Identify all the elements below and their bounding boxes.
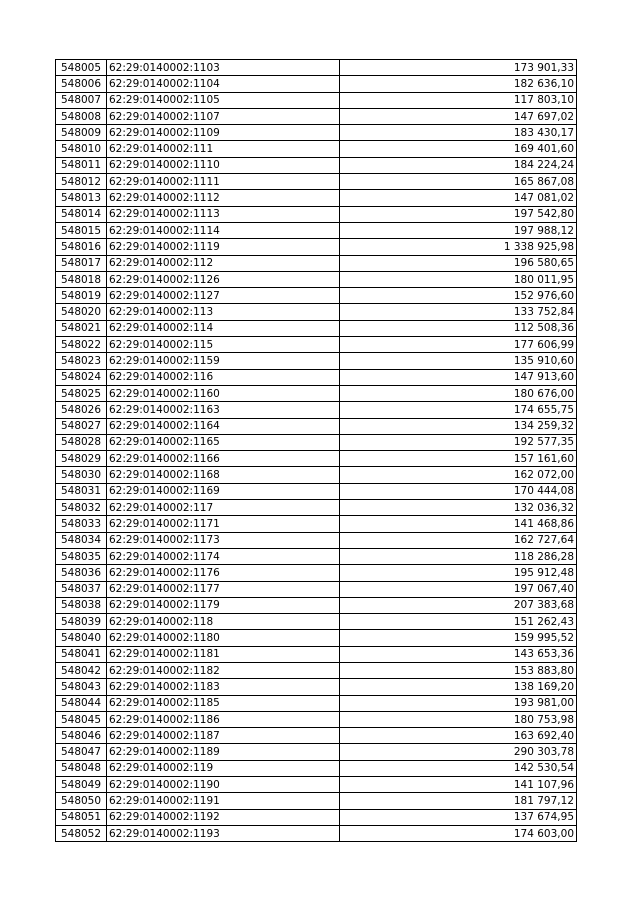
row-id-cell: 548037 <box>56 581 107 597</box>
value-cell: 147 697,02 <box>340 108 577 124</box>
cadastral-number-cell: 62:29:0140002:1166 <box>107 451 340 467</box>
table-row <box>56 646 577 662</box>
value-cell: 169 401,60 <box>340 141 577 157</box>
row-id-cell: 548021 <box>56 320 107 336</box>
table-row <box>56 369 577 385</box>
cadastral-value-table <box>55 59 577 842</box>
value-cell: 197 067,40 <box>340 581 577 597</box>
cadastral-number-cell: 62:29:0140002:1180 <box>107 630 340 646</box>
cadastral-number-cell: 62:29:0140002:117 <box>107 500 340 516</box>
value-cell: 138 169,20 <box>340 679 577 695</box>
cadastral-number-cell: 62:29:0140002:1112 <box>107 190 340 206</box>
row-id-cell: 548027 <box>56 418 107 434</box>
table-row <box>56 793 577 809</box>
table-row <box>56 581 577 597</box>
row-id-cell: 548026 <box>56 402 107 418</box>
value-cell: 133 752,84 <box>340 304 577 320</box>
cadastral-number-cell: 62:29:0140002:1187 <box>107 728 340 744</box>
table-row <box>56 548 577 564</box>
value-cell: 134 259,32 <box>340 418 577 434</box>
row-id-cell: 548024 <box>56 369 107 385</box>
cadastral-number-cell: 62:29:0140002:112 <box>107 255 340 271</box>
cadastral-number-cell: 62:29:0140002:1103 <box>107 60 340 76</box>
table-row <box>56 614 577 630</box>
table-row <box>56 467 577 483</box>
cadastral-number-cell: 62:29:0140002:1119 <box>107 239 340 255</box>
row-id-cell: 548041 <box>56 646 107 662</box>
value-cell: 143 653,36 <box>340 646 577 662</box>
value-cell: 174 603,00 <box>340 825 577 841</box>
value-cell: 141 468,86 <box>340 516 577 532</box>
value-cell: 157 161,60 <box>340 451 577 467</box>
cadastral-number-cell: 62:29:0140002:1183 <box>107 679 340 695</box>
table-row <box>56 206 577 222</box>
table-row <box>56 402 577 418</box>
value-cell: 170 444,08 <box>340 483 577 499</box>
row-id-cell: 548038 <box>56 597 107 613</box>
cadastral-number-cell: 62:29:0140002:1113 <box>107 206 340 222</box>
row-id-cell: 548006 <box>56 76 107 92</box>
cadastral-number-cell: 62:29:0140002:1169 <box>107 483 340 499</box>
value-cell: 182 636,10 <box>340 76 577 92</box>
row-id-cell: 548050 <box>56 793 107 809</box>
cadastral-number-cell: 62:29:0140002:1165 <box>107 434 340 450</box>
table-row <box>56 825 577 841</box>
value-cell: 180 011,95 <box>340 271 577 287</box>
table-row <box>56 516 577 532</box>
table-row <box>56 337 577 353</box>
value-cell: 183 430,17 <box>340 125 577 141</box>
cadastral-number-cell: 62:29:0140002:1173 <box>107 532 340 548</box>
cadastral-number-cell: 62:29:0140002:1114 <box>107 222 340 238</box>
value-cell: 173 901,33 <box>340 60 577 76</box>
value-cell: 162 072,00 <box>340 467 577 483</box>
row-id-cell: 548008 <box>56 108 107 124</box>
value-cell: 197 542,80 <box>340 206 577 222</box>
value-cell: 142 530,54 <box>340 760 577 776</box>
table-row <box>56 76 577 92</box>
table-row <box>56 679 577 695</box>
table-row <box>56 809 577 825</box>
row-id-cell: 548049 <box>56 777 107 793</box>
table-row <box>56 695 577 711</box>
value-cell: 195 912,48 <box>340 565 577 581</box>
row-id-cell: 548040 <box>56 630 107 646</box>
row-id-cell: 548031 <box>56 483 107 499</box>
table-row <box>56 434 577 450</box>
table-row <box>56 255 577 271</box>
table-row <box>56 239 577 255</box>
row-id-cell: 548028 <box>56 434 107 450</box>
table-row <box>56 108 577 124</box>
cadastral-number-cell: 62:29:0140002:1107 <box>107 108 340 124</box>
table-row <box>56 662 577 678</box>
value-cell: 117 803,10 <box>340 92 577 108</box>
cadastral-number-cell: 62:29:0140002:1186 <box>107 711 340 727</box>
table-body <box>56 60 577 842</box>
value-cell: 137 674,95 <box>340 809 577 825</box>
value-cell: 192 577,35 <box>340 434 577 450</box>
row-id-cell: 548033 <box>56 516 107 532</box>
row-id-cell: 548013 <box>56 190 107 206</box>
value-cell: 193 981,00 <box>340 695 577 711</box>
cadastral-number-cell: 62:29:0140002:1104 <box>107 76 340 92</box>
table-row <box>56 744 577 760</box>
row-id-cell: 548046 <box>56 728 107 744</box>
value-cell: 207 383,68 <box>340 597 577 613</box>
value-cell: 165 867,08 <box>340 174 577 190</box>
value-cell: 290 303,78 <box>340 744 577 760</box>
table-row <box>56 141 577 157</box>
row-id-cell: 548007 <box>56 92 107 108</box>
cadastral-number-cell: 62:29:0140002:118 <box>107 614 340 630</box>
value-cell: 118 286,28 <box>340 548 577 564</box>
value-cell: 163 692,40 <box>340 728 577 744</box>
table-row <box>56 418 577 434</box>
table-row <box>56 60 577 76</box>
cadastral-number-cell: 62:29:0140002:1182 <box>107 662 340 678</box>
cadastral-number-cell: 62:29:0140002:1105 <box>107 92 340 108</box>
row-id-cell: 548045 <box>56 711 107 727</box>
row-id-cell: 548051 <box>56 809 107 825</box>
value-cell: 159 995,52 <box>340 630 577 646</box>
cadastral-number-cell: 62:29:0140002:1174 <box>107 548 340 564</box>
table-row <box>56 288 577 304</box>
table-row <box>56 174 577 190</box>
row-id-cell: 548025 <box>56 385 107 401</box>
cadastral-number-cell: 62:29:0140002:1190 <box>107 777 340 793</box>
row-id-cell: 548016 <box>56 239 107 255</box>
cadastral-number-cell: 62:29:0140002:1159 <box>107 353 340 369</box>
row-id-cell: 548034 <box>56 532 107 548</box>
cadastral-number-cell: 62:29:0140002:1177 <box>107 581 340 597</box>
cadastral-number-cell: 62:29:0140002:1164 <box>107 418 340 434</box>
value-cell: 147 913,60 <box>340 369 577 385</box>
cadastral-number-cell: 62:29:0140002:1109 <box>107 125 340 141</box>
table-row <box>56 728 577 744</box>
row-id-cell: 548009 <box>56 125 107 141</box>
row-id-cell: 548017 <box>56 255 107 271</box>
cadastral-number-cell: 62:29:0140002:1192 <box>107 809 340 825</box>
row-id-cell: 548005 <box>56 60 107 76</box>
value-cell: 141 107,96 <box>340 777 577 793</box>
row-id-cell: 548010 <box>56 141 107 157</box>
value-cell: 180 676,00 <box>340 385 577 401</box>
value-cell: 174 655,75 <box>340 402 577 418</box>
value-cell: 132 036,32 <box>340 500 577 516</box>
cadastral-number-cell: 62:29:0140002:1160 <box>107 385 340 401</box>
cadastral-number-cell: 62:29:0140002:1127 <box>107 288 340 304</box>
table-row <box>56 711 577 727</box>
row-id-cell: 548039 <box>56 614 107 630</box>
table-row <box>56 532 577 548</box>
cadastral-number-cell: 62:29:0140002:1163 <box>107 402 340 418</box>
row-id-cell: 548014 <box>56 206 107 222</box>
value-cell: 197 988,12 <box>340 222 577 238</box>
row-id-cell: 548043 <box>56 679 107 695</box>
cadastral-number-cell: 62:29:0140002:116 <box>107 369 340 385</box>
cadastral-number-cell: 62:29:0140002:1193 <box>107 825 340 841</box>
table-row <box>56 565 577 581</box>
cadastral-number-cell: 62:29:0140002:1179 <box>107 597 340 613</box>
value-cell: 1 338 925,98 <box>340 239 577 255</box>
cadastral-number-cell: 62:29:0140002:115 <box>107 337 340 353</box>
cadastral-number-cell: 62:29:0140002:1176 <box>107 565 340 581</box>
table-row <box>56 630 577 646</box>
row-id-cell: 548012 <box>56 174 107 190</box>
value-cell: 181 797,12 <box>340 793 577 809</box>
row-id-cell: 548011 <box>56 157 107 173</box>
cadastral-number-cell: 62:29:0140002:113 <box>107 304 340 320</box>
cadastral-number-cell: 62:29:0140002:1181 <box>107 646 340 662</box>
value-cell: 147 081,02 <box>340 190 577 206</box>
value-cell: 184 224,24 <box>340 157 577 173</box>
table-row <box>56 190 577 206</box>
cadastral-number-cell: 62:29:0140002:1126 <box>107 271 340 287</box>
table-row <box>56 320 577 336</box>
table-row <box>56 157 577 173</box>
row-id-cell: 548036 <box>56 565 107 581</box>
row-id-cell: 548052 <box>56 825 107 841</box>
table-row <box>56 353 577 369</box>
row-id-cell: 548032 <box>56 500 107 516</box>
cadastral-number-cell: 62:29:0140002:111 <box>107 141 340 157</box>
table-row <box>56 451 577 467</box>
cadastral-number-cell: 62:29:0140002:1111 <box>107 174 340 190</box>
row-id-cell: 548047 <box>56 744 107 760</box>
table-row <box>56 304 577 320</box>
cadastral-number-cell: 62:29:0140002:1168 <box>107 467 340 483</box>
row-id-cell: 548019 <box>56 288 107 304</box>
table-row <box>56 500 577 516</box>
cadastral-number-cell: 62:29:0140002:1171 <box>107 516 340 532</box>
table-row <box>56 760 577 776</box>
value-cell: 135 910,60 <box>340 353 577 369</box>
value-cell: 153 883,80 <box>340 662 577 678</box>
value-cell: 152 976,60 <box>340 288 577 304</box>
row-id-cell: 548042 <box>56 662 107 678</box>
row-id-cell: 548030 <box>56 467 107 483</box>
table-row <box>56 597 577 613</box>
table-row <box>56 92 577 108</box>
value-cell: 112 508,36 <box>340 320 577 336</box>
row-id-cell: 548018 <box>56 271 107 287</box>
row-id-cell: 548048 <box>56 760 107 776</box>
row-id-cell: 548015 <box>56 222 107 238</box>
value-cell: 180 753,98 <box>340 711 577 727</box>
cadastral-number-cell: 62:29:0140002:119 <box>107 760 340 776</box>
row-id-cell: 548029 <box>56 451 107 467</box>
row-id-cell: 548023 <box>56 353 107 369</box>
table-row <box>56 271 577 287</box>
table-row <box>56 222 577 238</box>
table-row <box>56 125 577 141</box>
value-cell: 196 580,65 <box>340 255 577 271</box>
cadastral-number-cell: 62:29:0140002:1110 <box>107 157 340 173</box>
table-row <box>56 777 577 793</box>
row-id-cell: 548022 <box>56 337 107 353</box>
cadastral-number-cell: 62:29:0140002:1191 <box>107 793 340 809</box>
row-id-cell: 548044 <box>56 695 107 711</box>
cadastral-number-cell: 62:29:0140002:1189 <box>107 744 340 760</box>
value-cell: 177 606,99 <box>340 337 577 353</box>
cadastral-number-cell: 62:29:0140002:1185 <box>107 695 340 711</box>
table-row <box>56 483 577 499</box>
row-id-cell: 548035 <box>56 548 107 564</box>
row-id-cell: 548020 <box>56 304 107 320</box>
cadastral-number-cell: 62:29:0140002:114 <box>107 320 340 336</box>
value-cell: 162 727,64 <box>340 532 577 548</box>
value-cell: 151 262,43 <box>340 614 577 630</box>
table-row <box>56 385 577 401</box>
